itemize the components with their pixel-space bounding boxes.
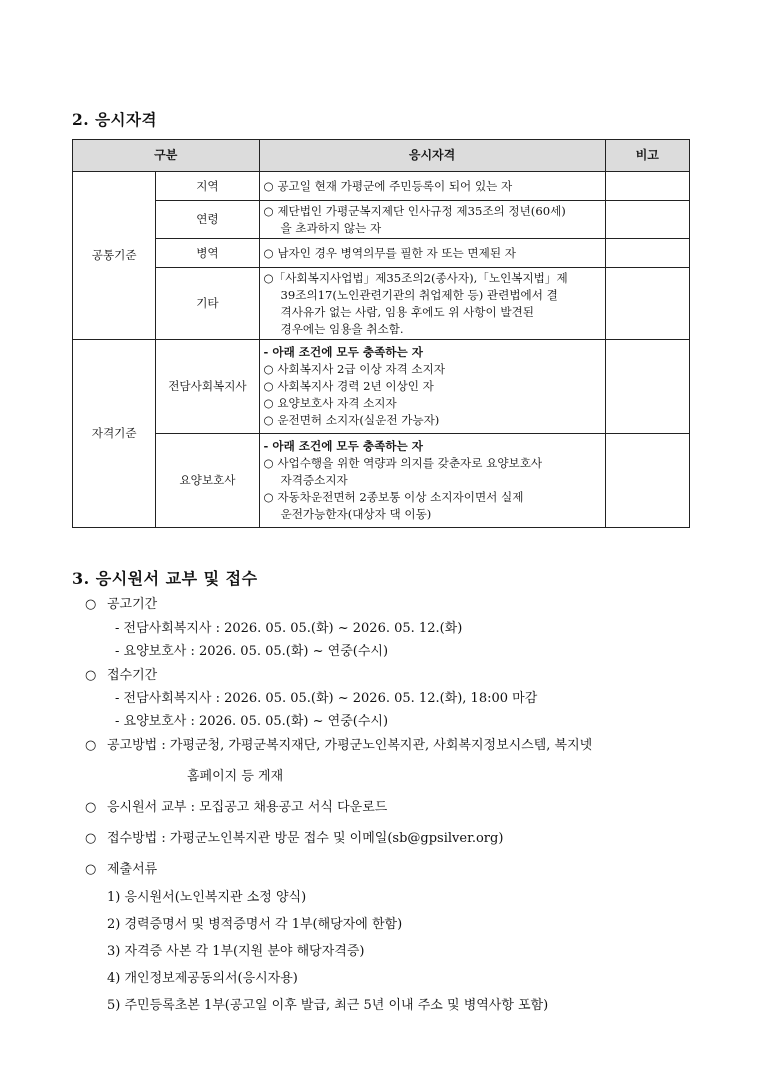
list-item: 2) 경력증명서 및 병적증명서 각 1부(해당자에 한함) [107,917,403,932]
table-row [73,201,690,239]
row-text-social-worker [259,340,605,434]
row-remark [605,201,689,239]
documents-title: ○ 제출서류 [85,862,158,877]
row-label-caregiver: 요양보호사 [156,434,259,528]
list-item: ○ 사회복지사 경력 2년 이상인 자 [263,379,434,393]
announce-period-title: ○ 공고기간 [85,597,158,612]
header-remarks: 비고 [605,140,689,172]
caregiver-item-1a: ○ 사업수행을 위한 역량과 의지를 갖춘자로 요양보호사 [263,456,543,470]
caregiver-condition: - 아래 조건에 모두 충족하는 자 [263,439,423,453]
etc-line-3: 격사유가 없는 사람, 임용 후에도 위 사항이 발견된 [280,304,534,319]
qualification-table [72,139,690,528]
row-remark [605,268,689,340]
table-row [73,172,690,201]
section-3-title: 3. 응시원서 교부 및 접수 [72,569,258,588]
application-form: ○ 응시원서 교부 : 모집공고 채용공고 서식 다운로드 [85,800,388,815]
group-qualification: 자격기준 [73,340,156,528]
receipt-period-1: - 전담사회복지사 : 2026. 05. 05.(화) ~ 2026. 05. 12.(화), 18:00 마감 [115,691,538,706]
announce-period-2: - 요양보호사 : 2026. 05. 05.(화) ~ 연중(수시) [115,644,389,659]
row-remark [605,239,689,268]
list-item: 5) 주민등록초본 1부(공고일 이후 발급, 최근 5년 이내 주소 및 병역사항 포함) [107,998,549,1013]
row-label-military: 병역 [156,239,259,268]
list-item: ○ 요양보호사 자격 소지자 [263,396,397,410]
table-row [73,434,690,528]
social-worker-condition: - 아래 조건에 모두 충족하는 자 [263,345,423,359]
group-common: 공통기준 [73,172,156,340]
row-label-social-worker: 전담사회복지사 [156,340,259,434]
etc-line-2: 39조의17(노인관련기관의 취업제한 등) 관련법에서 결 [280,287,558,302]
caregiver-item-2a: ○ 자동차운전면허 2종보통 이상 소지자이면서 실제 [263,490,524,504]
list-item: ○ 사회복지사 2급 이상 자격 소지자 [263,362,446,376]
submission-method: ○ 접수방법 : 가평군노인복지관 방문 접수 및 이메일(sb@gpsilver.org) [85,831,504,846]
row-remark [605,172,689,201]
etc-line-4: 경우에는 임용을 취소함. [280,321,404,336]
circle-bullet: ○ [85,800,97,815]
announce-period-1: - 전담사회복지사 : 2026. 05. 05.(화) ~ 2026. 05. 12.(화) [115,621,463,636]
age-line-1: ○ 제단법인 가평군복지제단 인사규정 제35조의 정년(60세) [263,203,566,218]
list-item: 1) 응시원서(노인복지관 소정 양식) [107,890,307,905]
header-qualification: 응시자격 [259,140,605,172]
circle-bullet: ○ [85,668,97,683]
table-row [73,239,690,268]
row-label-region: 지역 [156,172,259,201]
table-row [73,268,690,340]
circle-bullet: ○ [85,862,97,877]
circle-bullet: ○ [85,738,97,753]
row-remark [605,434,689,528]
receipt-period-title: ○ 접수기간 [85,668,158,683]
row-remark [605,340,689,434]
list-item: 3) 자격증 사본 각 1부(지원 분야 해당자격증) [107,944,365,959]
row-text-etc [259,268,605,340]
list-item: 4) 개인정보제공동의서(응시자용) [107,971,298,986]
list-item: ○ 운전면허 소지자(실운전 가능자) [263,413,440,427]
row-text-military: ○ 남자인 경우 병역의무를 필한 자 또는 면제된 자 [259,239,605,268]
row-label-etc: 기타 [156,268,259,340]
receipt-period-2: - 요양보호사 : 2026. 05. 05.(화) ~ 연중(수시) [115,714,389,729]
table-row [73,340,690,434]
row-label-age: 연령 [156,201,259,239]
section-2-title: 2. 응시자격 [72,110,157,129]
row-text-age [259,201,605,239]
etc-line-1: ○「사회복지사업법」제35조의2(종사자),「노인복지법」제 [263,270,568,285]
header-category: 구분 [73,140,260,172]
table-header-row [73,140,690,172]
caregiver-item-1b: 자격증소지자 [280,473,348,487]
announce-method-cont: 홈페이지 등 게재 [187,769,284,784]
announce-method: ○ 공고방법 : 가평군청, 가평군복지재단, 가평군노인복지관, 사회복지정보시스템, 복지넷 [85,738,593,753]
age-line-2: 을 초과하지 않는 자 [280,220,382,235]
row-text-caregiver [259,434,605,528]
caregiver-item-2b: 운전가능한자(대상자 댁 이동) [280,507,432,521]
circle-bullet: ○ [85,831,97,846]
circle-bullet: ○ [85,597,97,612]
row-text-region: ○ 공고일 현재 가평군에 주민등록이 되어 있는 자 [259,172,605,201]
